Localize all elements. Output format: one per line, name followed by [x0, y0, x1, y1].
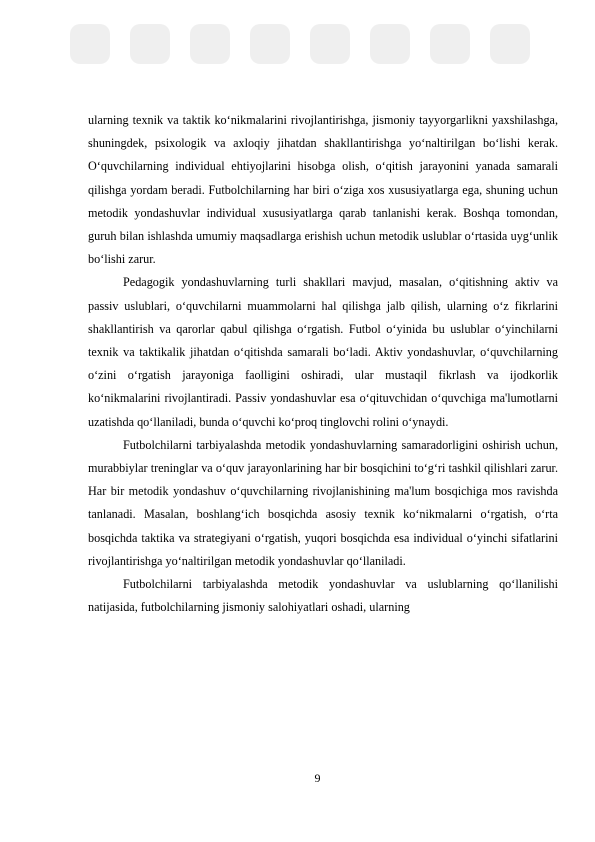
page-number: 9 [314, 771, 321, 785]
paragraph-pedagogical-approaches: Pedagogik yondashuvlarning turli shakllari mavjud, masalan, o‘qitishning aktiv va passiv uslublari, o‘quvchilarni muammolarni hal qilishga jalb qilish, ularning o‘z fikrlarini shakllantirish va qarorlar qabul qilishga o‘rgatish. Futbol o‘yinida bu uslublar o‘yinchilarni texnik va taktikalik jihatdan o‘qitishda samarali bo‘ladi. Aktiv yondashuvlar, o‘quvchilarning o‘zini o‘rgatish jarayoniga faolligini oshiradi, ular mustaqil fikrlash va ijodkorlik ko‘nikmalarini rivojlantiradi. Passiv yondashuvlar esa o‘qituvchidan o‘quvchiga ma'lumotlarni uzatishda qo‘llaniladi, bunda o‘quvchi ko‘proq tinglovchi rolini o‘ynaydi. [88, 275, 558, 429]
body-text [88, 109, 558, 619]
paragraph-training-effectiveness: Futbolchilarni tarbiyalashda metodik yondashuvlarning samaradorligini oshirish uchun, murabbiylar treninglar va o‘quv jarayonlarining har bir bosqichini to‘g‘ri tashkil qilishlari zarur. Har bir metodik yondashuv o‘quvchilarning rivojlanishining ma'lum bosqichiga mos ravishda tanlanadi. Masalan, boshlang‘ich bosqichda asosiy texnik ko‘nikmalarni o‘rgatish, o‘rta bosqichda taktika va strategiyani o‘rgatish, yuqori bosqichda esa individual o‘yinchi sifatlarini rivojlantirishga yo‘naltirilgan metodik yondashuvlar qo‘llaniladi. [88, 437, 558, 568]
paragraph-results: Futbolchilarni tarbiyalashda metodik yondashuvlar va uslublarning qo‘llanilishi natijasida, futbolchilarning jismoniy salohiyatlari oshadi, ularning [88, 577, 558, 615]
paragraph-continuation: ularning texnik va taktik ko‘nikmalarini rivojlantirishga, jismoniy tayyorgarlikni yaxshilashga, shuningdek, psixologik va axloqiy jihatdan shakllantirishga yo‘naltirilgan bo‘lishi kerak. O‘quvchilarning individual ehtiyojlarini hisobga olish, o‘qitish jarayonini yanada samarali qilishga yordam beradi. Futbolchilarning har biri o‘ziga xos xususiyatlarga ega, shuning uchun metodik yondashuvlar individual xususiyatlarga qarab tanlanishi kerak. Boshqa tomondan, guruh bilan ishlashda umumiy maqsadlarga erishish uchun metodik uslublar o‘rtasida uyg‘unlik bo‘lishi zarur. [88, 113, 558, 267]
watermark-graphic [60, 14, 540, 74]
